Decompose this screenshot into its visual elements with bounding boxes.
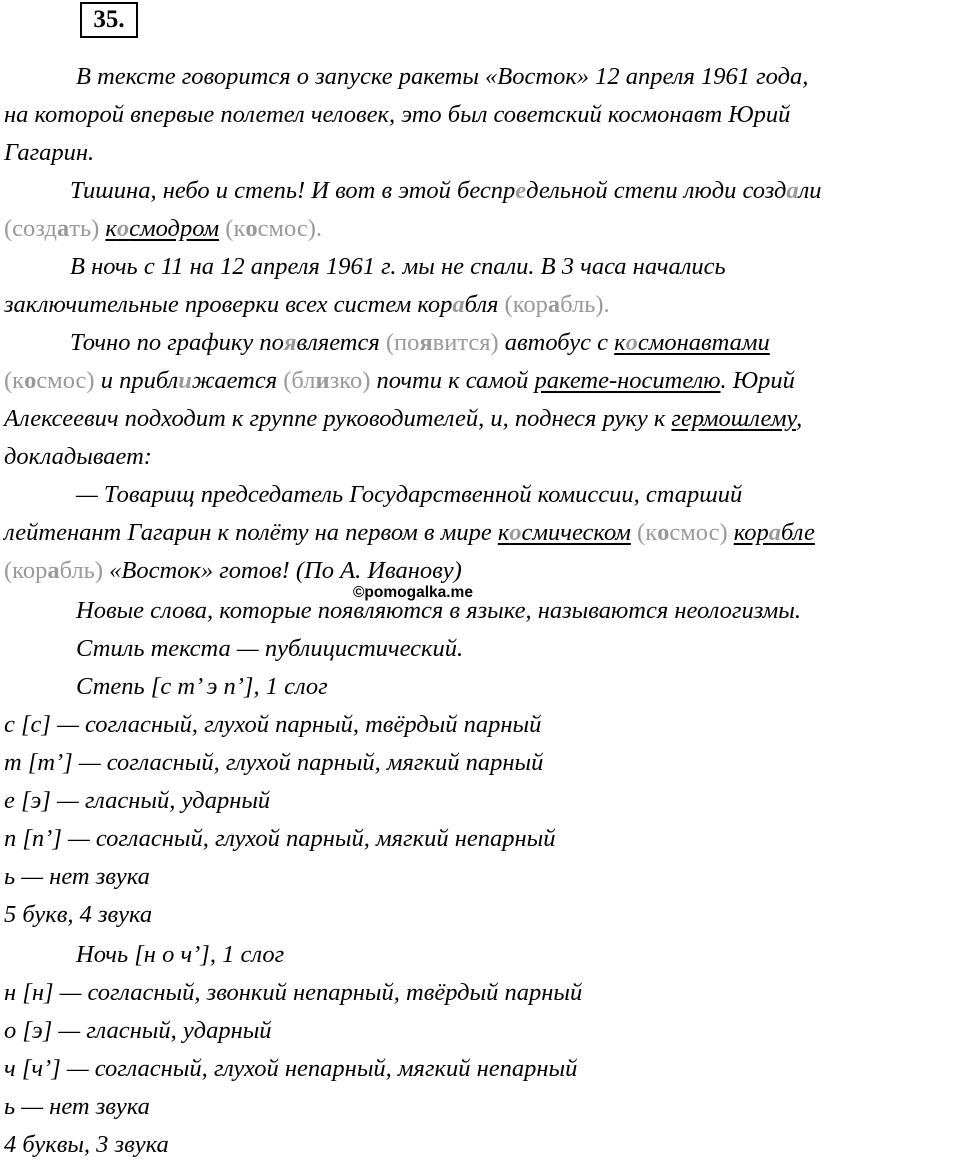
word-text: к: [614, 329, 626, 356]
text: жается: [191, 367, 278, 394]
check-text: смос): [669, 519, 728, 546]
text: . Юрий: [720, 367, 795, 394]
check-text: вится): [432, 329, 499, 356]
text: Тишина, небо и степь! И вот в этой беспр: [70, 177, 516, 204]
text: лейтенант Гагарин к полёту на первом в мире: [4, 519, 492, 546]
underlined-word: [734, 519, 815, 546]
highlighted-vowel: а: [786, 177, 799, 204]
highlighted-vowel: о: [509, 519, 522, 546]
underlined-word: ракете-носителю: [534, 367, 721, 394]
step-sound-4: п [п’] — согласный, глухой парный, мягкий непарный: [4, 825, 556, 852]
check-word: [505, 291, 610, 318]
check-text: (к: [4, 367, 25, 394]
p4-line2: [4, 366, 795, 396]
text: автобус с: [504, 329, 609, 356]
check-vowel: о: [245, 215, 258, 242]
check-text: бль).: [560, 291, 610, 318]
p5-line3: [4, 556, 462, 586]
watermark: ©pomogalka.me: [353, 584, 473, 601]
check-vowel: а: [47, 557, 60, 584]
p4-line4: докладывает:: [4, 443, 152, 470]
p1-line1: В тексте говорится о запуске ракеты «Восток» 12 апреля 1961 года,: [76, 63, 809, 90]
check-word: [4, 367, 95, 394]
p4-line3: [4, 404, 802, 434]
text: ли: [798, 177, 822, 204]
text: ,: [796, 405, 803, 432]
highlighted-vowel: е: [515, 177, 527, 204]
highlighted-vowel: о: [116, 215, 130, 242]
check-text: ть): [69, 215, 100, 242]
check-text: (кор: [4, 557, 48, 584]
check-word: [386, 329, 499, 356]
check-vowel: о: [657, 519, 670, 546]
text: почти к самой: [376, 367, 529, 394]
noch-sound-2: о [э] — гласный, ударный: [4, 1017, 272, 1044]
word-text: к: [497, 519, 510, 546]
p4-line1: [70, 328, 770, 358]
check-text: (к: [225, 215, 246, 242]
check-word: [283, 367, 370, 394]
word-text: к: [105, 215, 117, 242]
noch-sound-1: н [н] — согласный, звонкий непарный, твёрдый парный: [4, 979, 583, 1006]
check-text: (кор: [504, 291, 548, 318]
highlighted-vowel: а: [452, 291, 465, 318]
p3-line2: [4, 290, 610, 320]
highlighted-vowel: и: [178, 367, 192, 394]
noch-heading: Ночь [н о ч’], 1 слог: [76, 941, 285, 968]
text: заключительные проверки всех систем кор: [4, 291, 453, 318]
noch-sound-4: ь — нет звука: [4, 1093, 150, 1120]
check-vowel: о: [24, 367, 37, 394]
word-text: смонавтами: [637, 329, 770, 356]
step-total: 5 букв, 4 звука: [4, 901, 153, 928]
style-line: Стиль текста — публицистический.: [76, 635, 464, 662]
p2-line1: [70, 176, 822, 206]
p3-line1: В ночь с 11 на 12 апреля 1961 г. мы не спали. В 3 часа начались: [70, 253, 726, 280]
check-text: (по: [385, 329, 420, 356]
highlighted-vowel: я: [283, 329, 297, 356]
exercise-number: 35.: [80, 2, 138, 38]
text: Точно по графику по: [70, 329, 284, 356]
check-text: (созд: [4, 215, 57, 242]
check-word: [4, 557, 103, 584]
underlined-word: гермошлему: [671, 405, 797, 432]
p5-line2: [4, 518, 815, 548]
check-word: [4, 215, 99, 242]
check-word: [225, 215, 322, 242]
underlined-word: [614, 329, 770, 356]
text: Алексеевич подходит к группе руководителей, и, поднеся руку к: [4, 405, 666, 432]
check-text: смос).: [257, 215, 323, 242]
noch-total: 4 буквы, 3 звука: [4, 1131, 169, 1158]
p2-line2: [4, 214, 322, 244]
text: дельной степи люди созд: [526, 177, 787, 204]
neologism-line: Новые слова, которые появляются в языке, называются неологизмы.: [76, 597, 802, 624]
check-vowel: а: [547, 291, 561, 318]
word-text: бле: [781, 519, 815, 546]
underlined-word: [105, 215, 219, 242]
highlighted-vowel: о: [625, 329, 638, 356]
check-text: смос): [36, 367, 95, 394]
step-sound-3: е [э] — гласный, ударный: [4, 787, 271, 814]
step-heading: Степь [с т’ э п’], 1 слог: [76, 673, 328, 700]
step-sound-5: ь — нет звука: [4, 863, 150, 890]
text: и прибл: [100, 367, 179, 394]
check-text: (к: [637, 519, 658, 546]
word-text: смодром: [129, 215, 220, 242]
check-vowel: и: [315, 367, 330, 394]
step-sound-2: т [т’] — согласный, глухой парный, мягкий парный: [4, 749, 544, 776]
word-text: кор: [733, 519, 769, 546]
p5-line1: — Товарищ председатель Государственной комиссии, старший: [76, 481, 743, 508]
p1-line2: на которой впервые полетел человек, это был советский космонавт Юрий: [4, 101, 791, 128]
text: вляется: [296, 329, 380, 356]
check-text: зко): [329, 367, 371, 394]
check-text: бль): [59, 557, 103, 584]
check-vowel: я: [419, 329, 433, 356]
text: бля: [464, 291, 499, 318]
check-vowel: а: [56, 215, 70, 242]
highlighted-vowel: а: [768, 519, 782, 546]
word-text: смическом: [521, 519, 631, 546]
check-word: [637, 519, 728, 546]
text: «Восток» готов! (По А. Иванову): [109, 557, 462, 584]
p1-line3: Гагарин.: [4, 139, 95, 166]
underlined-word: [498, 519, 631, 546]
check-text: (бл: [283, 367, 316, 394]
step-sound-1: с [с] — согласный, глухой парный, твёрдый парный: [4, 711, 542, 738]
noch-sound-3: ч [ч’] — согласный, глухой непарный, мягкий непарный: [4, 1055, 578, 1082]
